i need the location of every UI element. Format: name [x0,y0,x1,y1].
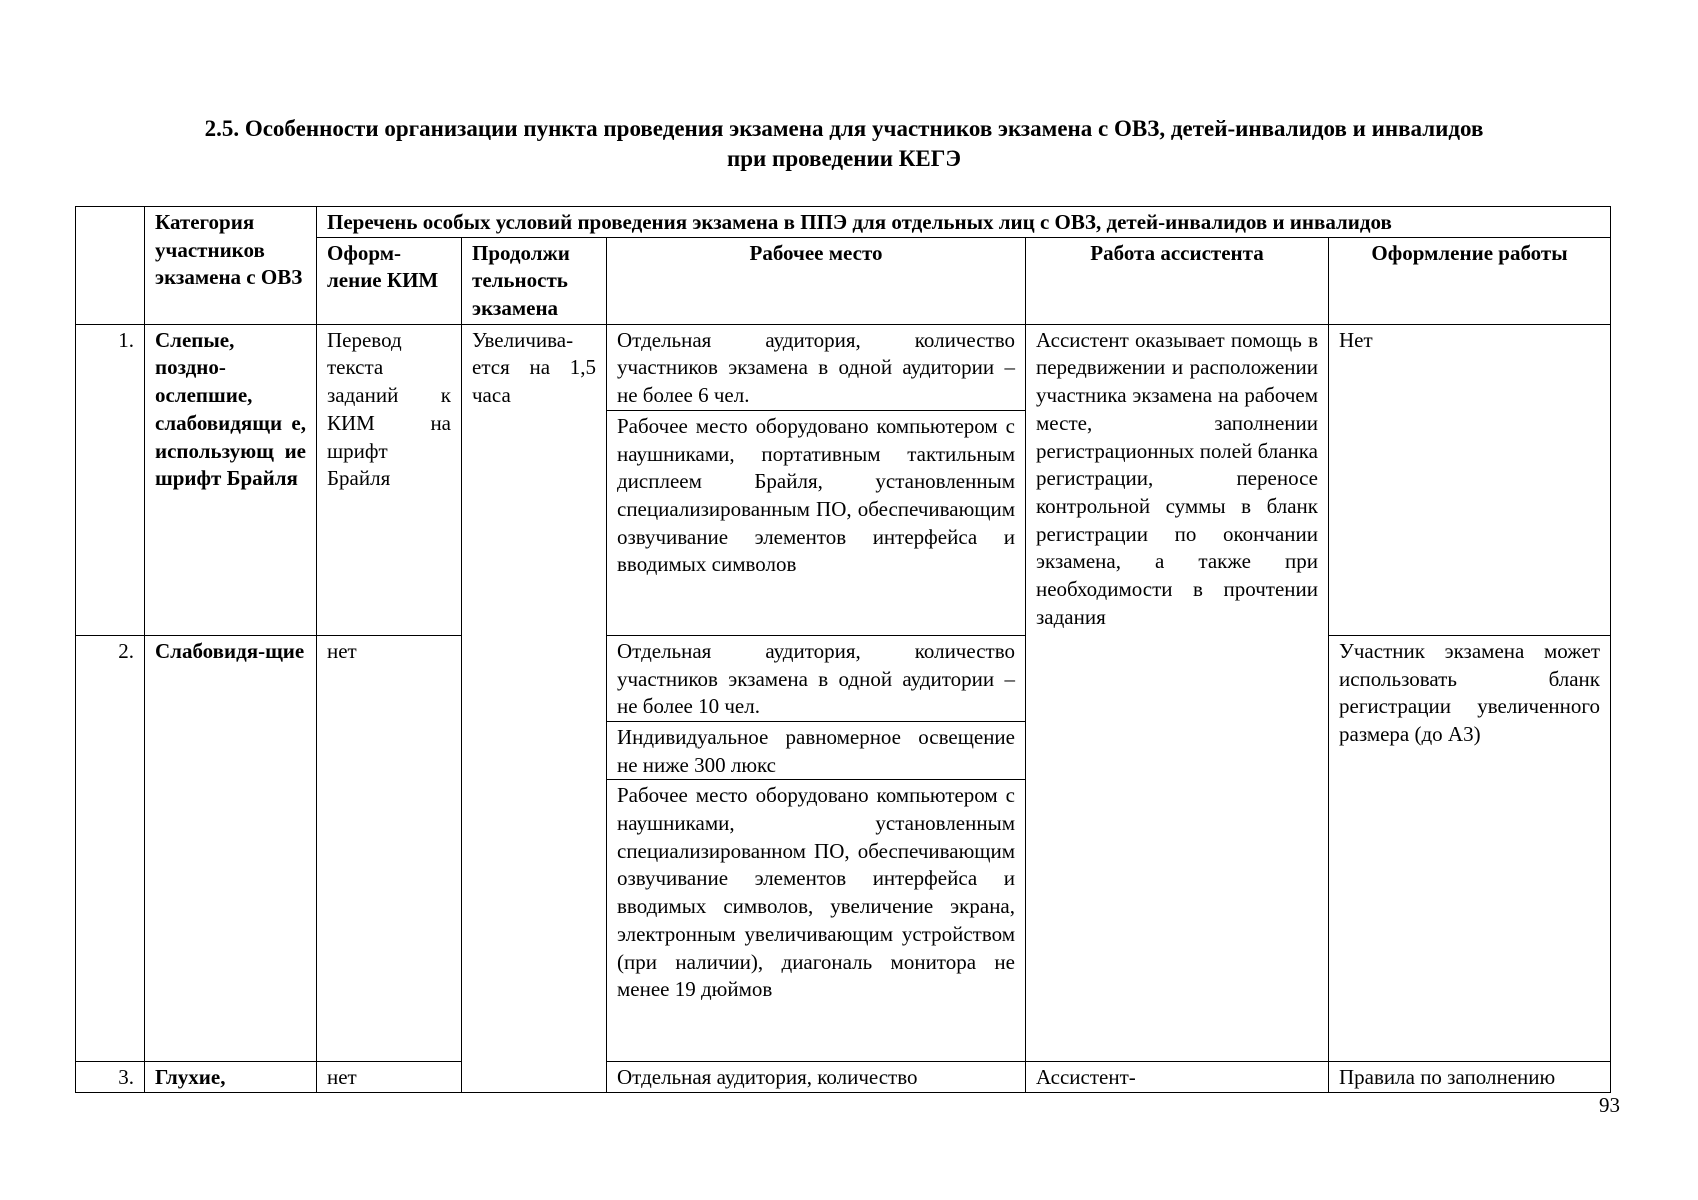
header-work: Оформление работы [1329,237,1611,324]
header-assistant: Работа ассистента [1026,237,1329,324]
row-3-workplace-1: Отдельная аудитория, количество [607,1062,1026,1093]
row-2-kim: нет [317,635,462,1062]
row-2-workplace-1: Отдельная аудитория, количество участников экзамена в одной аудитории – не более 10 чел. [607,635,1026,721]
header-row-1 [76,207,1611,238]
row-3-num: 3. [76,1062,145,1093]
row-3-assistant: Ассистент- [1026,1062,1329,1093]
page-number: 93 [1599,1093,1620,1117]
row-2-workplace-3: Рабочее место оборудовано компьютером с наушниками, установленным специализированном ПО, обеспечивающим озвучивание элементов интерфейса и вводимых символов, увеличение экрана, электронным увеличивающим устройством (при наличии), диагональ монитора не менее 19 дюймов [607,780,1026,1062]
table-row [76,1062,1611,1093]
row-3-kim: нет [317,1062,462,1093]
section-title-line-1: 2.5. Особенности организации пункта проведения экзамена для участников экзамена с ОВЗ, детей-инвалидов и инвалидов [204,116,1484,141]
row-2-workplace-2: Индивидуальное равномерное освещение не ниже 300 люкс [607,721,1026,779]
header-num-cell [76,207,145,325]
assistant-cell-rows-1-2: Ассистент оказывает помощь в передвижении и расположении участника экзамена на рабочем месте, заполнении регистрационных полей бланка регистрации, переносе контрольной суммы в бланк регистрации по окончании экзамена, а также при необходимости в прочтении задания [1026,324,1329,1062]
row-3-work: Правила по заполнению [1329,1062,1611,1093]
header-category: Категория участников экзамена с ОВЗ [145,207,317,325]
duration-cell: Увеличива-ется на 1,5 часа [462,324,607,1093]
table-row [76,635,1611,721]
row-1-work: Нет [1329,324,1611,635]
header-workplace: Рабочее место [607,237,1026,324]
row-3-category: Глухие, [145,1062,317,1093]
row-1-workplace-1: Отдельная аудитория, количество участников экзамена в одной аудитории – не более 6 чел. [607,324,1026,410]
row-2-category: Слабовидя-щие [145,635,317,1062]
header-kim: Оформ-ление КИМ [317,237,462,324]
special-conditions-table [75,206,1611,1093]
table-row [76,324,1611,410]
row-1-workplace-2: Рабочее место оборудовано компьютером с наушниками, портативным тактильным дисплеем Брайля, установленным специализированным ПО, обеспечивающим озвучивание элементов интерфейса и вводимых символов [607,410,1026,635]
section-title [95,114,1593,174]
header-conditions: Перечень особых условий проведения экзамена в ППЭ для отдельных лиц с ОВЗ, детей-инвалидов и инвалидов [317,207,1611,238]
row-2-work: Участник экзамена может использовать бланк регистрации увеличенного размера (до А3) [1329,635,1611,1062]
section-title-line-2: при проведении КЕГЭ [727,146,961,171]
row-1-kim: Перевод текста заданий к КИМ на шрифт Брайля [317,324,462,635]
row-1-num: 1. [76,324,145,635]
row-2-num: 2. [76,635,145,1062]
header-duration: Продолжи тельность экзамена [462,237,607,324]
row-1-category: Слепые, поздно-ослепшие, слабовидящи е, использующ ие шрифт Брайля [145,324,317,635]
